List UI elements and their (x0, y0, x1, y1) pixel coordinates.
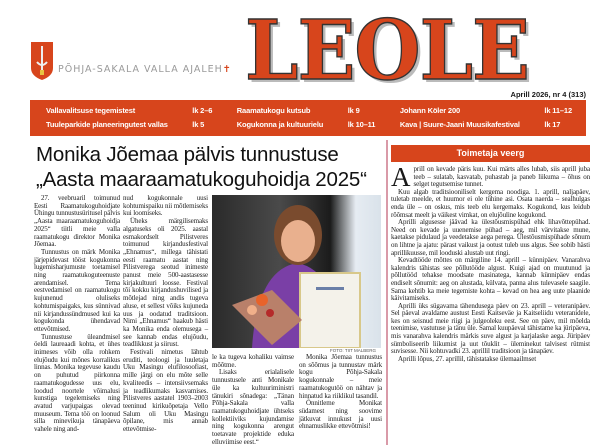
contents-bar (30, 100, 586, 136)
nav-item-label[interactable]: Kogukonna ja kultuurielu (236, 120, 324, 129)
nav-item-label[interactable]: Kava | Suure-Jaani Muusikafestival (399, 120, 520, 129)
paragraph: Õnnitleme Monikat südamest ning soovime jätkuvat innukust ja uusi ehnamuslikke ettevõtmisi! (299, 399, 382, 431)
masthead-tagline: PÕHJA-SAKALA VALLA AJALEH✝ (58, 64, 232, 75)
article-column-1 (34, 195, 120, 434)
nav-item-page: lk 17 (544, 120, 561, 129)
paragraph: 27. veebruaril toimunud Eesti Raamatukoguhoidjate Ühingu tunnustusüritusel pälvis „Aasta maaraamatukoguhoidja 2025“ tiitli meie valla raamatukogu direktor Monika Jõemaa. (34, 194, 120, 249)
nav-item-page: lk 9 (347, 106, 360, 115)
article-column-3 (212, 354, 294, 446)
paragraph: Festivali nimetus lähtub eruditi, teoloogi ja luuletaja Uku Masingu elufilosoofiast, mille järgi on elu mõte selle kvaliteedis – intensiivsemaks ja teadlikumaks kasvamises. Pilistveres aastatel 1903–2003 teeninud kirikuõpetaja Vello Salum oli Uku Masingu õpilane, mis annab ettevõtmise- (123, 348, 208, 434)
paragraph: prill on kevade päris kuu. Kui märts alles lubab, siis aprill juba teeb – sulatab, kasvatab, puhastab ja paneb liikuma – õhus on selget tegutsemise tunnet. (413, 165, 590, 189)
nav-item-label[interactable]: Tuuleparkide planeeringutest vallas (46, 120, 168, 129)
paragraph: Lisaks erialalisele tunnustusele anti Monikale üle ka kultuuriministri tänukiri sõnadega: „Tänan Põhja-Sakala valla raamatukoguhoidjate ühtseks kollektiiviks kujundamise ning kogukonna arengut toetavate projektide eduka elluviimise eest.“ (212, 368, 294, 446)
paragraph: le ka tugeva kohaliku vaimse mõõtme. (212, 353, 294, 369)
photo-credit: FOTO: TIIT MALBERG (330, 348, 377, 353)
article-photo (212, 195, 381, 348)
paragraph: Tunnustuse üleandmisel öeldi laureaadi kohta, et ühes inimeses võib olla rohkem elujõudu kui mõnes korralikus linnas. Monika tegevuse kaudu on puhutud piirkonna raamatukogudesse uus elu, loodud noortele võimalusi kunstiga tegelemiseks ning avatud varjupaigas olevad muuseum. Tema töö on loonud silla minevikuja tänapäeva vahele ning and- (34, 332, 120, 434)
coat-of-arms-logo (31, 42, 53, 80)
article-column-4 (299, 354, 382, 431)
drop-cap: A (391, 162, 411, 192)
paragraph: Üheks märgilisemaks algatuseks oli 2025. aastal esmakordselt Pilistveres toimunud kirjandusfestival „Ehnamus“, millega tähistati eesti raamatu aastat ning Pilistverega seotud inimeste panust meie 500-aastasesse kirjakultuuri loosse. Festival tõi kokku kirjandushuvilised ja mõtlejad ning andis tugeva aluse, et sellest võiks kujuneda uus ja oodatud traditsioon. Nimi „Ehnamus“ haakub hästi ka Monika enda olemusega – see kannab endas elujõudu, teadlikkust ja siirust. (123, 217, 208, 349)
nav-item-label[interactable]: Vallavalitsuse tegemistest (46, 106, 136, 115)
nav-item-label[interactable]: Raamatukogu kutsub (236, 106, 311, 115)
paragraph: Monika Jõemaa tunnustus on sõõmus ja tunnustav märk kogu Põhja-Sakala kogukonnale – meie raamatukogutöö on nähtav ja hinnatud ka riiklikul tasandil. (299, 353, 382, 400)
nav-item-page: lk 11–12 (544, 106, 572, 115)
cross-icon: ✝ (222, 64, 232, 75)
masthead-title: LEOLE (245, 2, 529, 99)
paragraph: Tunnustus on märk Monika järjepidevast tööst kogukonna lugemisharjumuste toetamisel ning raamatukoguteenuste arendamisel. Tema eestvedamisel on raamatukogu kujunenud oluliseks kohtumispaigaks, kus sünnivad nii kirjandussündmused kui ka kogukonda ühendavad ettevõtmised. (34, 247, 120, 333)
editorial-title: Toimetaja veerg (391, 145, 590, 162)
paragraph: Aprilli üks sügavama tähendusega päev on 23. aprill – veteranipäev. Sel päeval avaldame austust Eesti Kaitseväe ja Kaitseliidu veteranidele, kes on seisnud meie riigi ja julgeoleku eest. See on päev, mil mõelda teenimise, vastutuse ja tänu üle. Samal kuupäeval tähistame ka jüripäeva, mis vanarahva kalendris märkis suve algust ja karjalaske aega. Jüripäev sümboliseerib liikumist ja uut tõuklit – üleminekut talvisest rütmist suvisesse. Nii kohtuvadki 23. aprillil traditsioon ja tänapäev. (391, 301, 590, 356)
nav-item-page: lk 10–11 (347, 120, 376, 129)
article-headline: Monika Jõemaa pälvis tunnustuse „Aasta maaraamatukoguhoidja 2025“ (36, 143, 367, 191)
paragraph: Aprilli lõpus, 27. aprillil, tähistatakse ülemaailmset (398, 354, 537, 363)
nav-item-page: lk 5 (192, 120, 205, 129)
issue-info: Aprill 2026, nr 4 (313) (510, 90, 586, 99)
editorial-text (391, 162, 590, 363)
paragraph: Kuu algab traditsiooniliselt kergema noodiga. 1. aprill, naljapäev, tuletab meelde, et huumor ei ole tühine asi. Osata naerda – sealhulgas enda üle – on oskus, mis teeb elu kergemaks. Kogukond, kus leidub rõõmsat meelt ja väikest vimkat, on elujõuline kogukond. (391, 187, 590, 219)
portrait-photo-illustration (212, 195, 381, 348)
paragraph: nud kogukonnale uusi kohtumispaiku nii mõtlemiseks kui loomiseks. (123, 194, 208, 218)
paragraph: Aprilli algusesse jäävad ka ülestõusmispühad ehk lihavõttepühad. Need on kevade ja uuenemise pühad – aeg, mil värvitakse mune, kaetakse pidulaud ja veedetakse aega perega. Ülestõusmispühade sõnum on lihtne ja ajatu: pärast vaikust ja ootust tuleb uus algus. See sobib hästi aprillikuusse, mil looduski alustab uut ringi. (391, 218, 590, 257)
paragraph: Kevadtööde mõttes on märgiline 14. aprill – künnipäev. Vanarahva kalendris tähistas see põllutööde algust. Kuigi ajad on muutunud ja põllutööd tehakse moodsate masinatega, kannab künnipäev endas endiselt sõnumit: aeg on alustada, külvata, panna alus tulevasele saagile. Sama kehtib ka meie tegemiste kohta – kevad on hea aeg uute plaanide käivitamiseks. (391, 256, 590, 303)
nav-item-page: lk 2–6 (192, 106, 213, 115)
article-column-2 (123, 195, 208, 434)
nav-item-label[interactable]: Johann Köler 200 (399, 106, 460, 115)
